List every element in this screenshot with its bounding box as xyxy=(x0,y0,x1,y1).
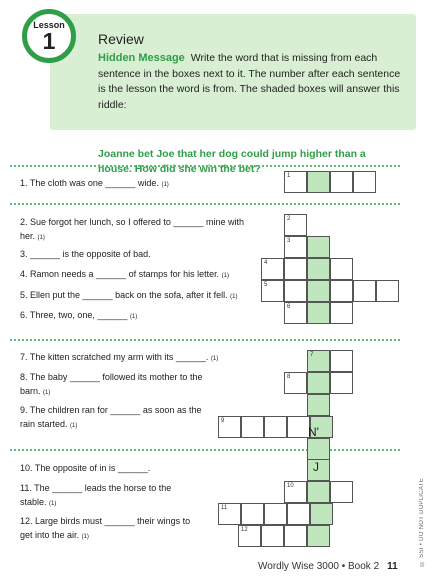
puzzle-cell[interactable] xyxy=(287,416,310,438)
clue-lesson: (1) xyxy=(210,356,219,362)
cell-number: 3 xyxy=(287,238,291,244)
instructions-title: Hidden Message xyxy=(98,52,185,64)
puzzle-cell[interactable] xyxy=(376,280,399,302)
clue-2 xyxy=(20,215,252,245)
puzzle-cell[interactable] xyxy=(330,481,353,503)
cell-number: 7 xyxy=(310,352,314,358)
puzzle-cell[interactable] xyxy=(330,302,353,324)
clue-8 xyxy=(20,370,210,400)
clue-text: 11. The ______ leads the horse to the stable. xyxy=(20,483,172,507)
section-divider xyxy=(10,203,400,205)
puzzle-cell-shaded[interactable] xyxy=(307,394,330,416)
cell-number: 2 xyxy=(287,216,291,222)
puzzle-cell[interactable] xyxy=(330,280,353,302)
puzzle-cell[interactable] xyxy=(330,372,353,394)
clue-lesson: (1) xyxy=(129,314,138,320)
clue-lesson: (1) xyxy=(221,273,229,279)
puzzle-cell-shaded[interactable] xyxy=(307,350,330,372)
clue-text: 4. Ramon needs a ______ of stamps for his letter. xyxy=(20,269,220,279)
puzzle-cell[interactable] xyxy=(241,416,264,438)
cell-number: 12 xyxy=(241,527,248,533)
clue-9 xyxy=(20,403,210,433)
puzzle-cell-shaded[interactable] xyxy=(307,481,330,503)
clue-text: 3. ______ is the opposite of bad. xyxy=(20,249,151,259)
clue-lesson: (1) xyxy=(49,501,57,507)
cell-number: 5 xyxy=(264,282,268,288)
cell-number: 1 xyxy=(287,173,291,179)
page-title: Review xyxy=(98,31,144,47)
lesson-badge xyxy=(22,9,76,63)
puzzle-cell-shaded[interactable] xyxy=(307,372,330,394)
cell-number: 8 xyxy=(287,374,291,380)
clue-text: 12. Large birds must ______ their wings to get into the air. xyxy=(20,516,191,540)
instructions xyxy=(98,51,410,113)
clue-5 xyxy=(20,288,265,304)
clue-lesson: (1) xyxy=(70,423,78,429)
puzzle-cell-shaded[interactable] xyxy=(307,236,330,258)
puzzle-cell-shaded[interactable] xyxy=(307,171,330,193)
puzzle-cell-shaded[interactable] xyxy=(307,280,330,302)
puzzle-cell[interactable] xyxy=(218,416,241,438)
puzzle-cell[interactable] xyxy=(284,214,307,236)
clue-lesson: (1) xyxy=(37,235,45,241)
cell-number: 6 xyxy=(287,304,291,310)
clue-text: 8. The baby ______ followed its mother to the barn. xyxy=(20,372,203,396)
clue-text: 9. The children ran for ______ as soon as the rain started. xyxy=(20,405,202,429)
puzzle-cell[interactable] xyxy=(264,503,287,525)
puzzle-cell[interactable] xyxy=(264,416,287,438)
puzzle-cell-shaded[interactable] xyxy=(307,258,330,280)
cell-number: 9 xyxy=(221,418,225,424)
puzzle-cell[interactable] xyxy=(287,503,310,525)
puzzle-cell[interactable] xyxy=(261,525,284,547)
puzzle-cell-shaded[interactable] xyxy=(307,302,330,324)
filled-letter: N' xyxy=(308,425,319,439)
clue-text: 6. Three, two, one, ______ xyxy=(20,310,128,320)
puzzle-cell[interactable] xyxy=(218,503,241,525)
section-divider xyxy=(10,449,400,451)
puzzle-cell[interactable] xyxy=(353,171,376,193)
instructions-body: Write the word that is missing from each sentence in the boxes next to it. The number after each sentence is the lesson the word is from. The shaded boxes will answer this riddle: xyxy=(98,52,401,111)
puzzle-cell[interactable] xyxy=(261,280,284,302)
puzzle-cell[interactable] xyxy=(330,171,353,193)
clue-10 xyxy=(20,461,260,477)
clue-text: 5. Ellen put the ______ back on the sofa, after it fell. xyxy=(20,290,228,300)
puzzle-cell-shaded[interactable] xyxy=(307,438,330,460)
cell-number: 4 xyxy=(264,260,268,266)
clue-12 xyxy=(20,514,200,544)
puzzle-cell[interactable] xyxy=(284,372,307,394)
puzzle-cell-shaded[interactable] xyxy=(310,503,333,525)
clue-11 xyxy=(20,481,200,511)
clue-3 xyxy=(20,247,260,263)
section-divider xyxy=(10,165,400,167)
clue-lesson: (1) xyxy=(43,390,51,396)
lesson-badge-word: Lesson xyxy=(33,20,65,30)
section-divider xyxy=(10,339,400,341)
puzzle-cell[interactable] xyxy=(353,280,376,302)
filled-letter: J xyxy=(313,460,319,474)
page-footer xyxy=(258,561,398,572)
puzzle-cell[interactable] xyxy=(284,236,307,258)
puzzle-cell[interactable] xyxy=(284,258,307,280)
clue-7 xyxy=(20,350,265,366)
clue-text: 2. Sue forgot her lunch, so I offered to ______ mine with her. xyxy=(20,217,244,241)
puzzle-cell[interactable] xyxy=(238,525,261,547)
clue-6 xyxy=(20,308,260,324)
clue-lesson: (1) xyxy=(161,182,169,188)
clue-text: 1. The cloth was one ______ wide. xyxy=(20,178,159,188)
footer-book: Wordly Wise 3000 • Book 2 xyxy=(258,561,380,572)
clue-text: 7. The kitten scratched my arm with its ______. xyxy=(20,352,209,362)
cell-number: 11 xyxy=(221,505,228,511)
puzzle-cell[interactable] xyxy=(330,258,353,280)
puzzle-cell[interactable] xyxy=(330,350,353,372)
puzzle-cell[interactable] xyxy=(284,481,307,503)
lesson-badge-number: 1 xyxy=(42,28,56,54)
puzzle-cell[interactable] xyxy=(284,171,307,193)
cell-number: 10 xyxy=(287,483,294,489)
clue-text: 10. The opposite of in is ______. xyxy=(20,463,151,473)
clue-lesson: (1) xyxy=(81,534,89,540)
clue-1 xyxy=(20,176,260,192)
puzzle-cell[interactable] xyxy=(284,280,307,302)
puzzle-cell[interactable] xyxy=(284,525,307,547)
puzzle-cell-shaded[interactable] xyxy=(307,525,330,547)
page-number: 11 xyxy=(387,561,398,572)
puzzle-cell[interactable] xyxy=(261,258,284,280)
riddle: Joanne bet Joe that her dog could jump higher than a house. How did she win the bet? xyxy=(98,148,366,175)
clue-lesson: (1) xyxy=(230,294,238,300)
puzzle-cell[interactable] xyxy=(241,503,264,525)
copyright-code: © SSI • DO NOT DUPLICATE xyxy=(419,478,425,567)
puzzle-cell[interactable] xyxy=(284,302,307,324)
clue-4 xyxy=(20,267,265,283)
